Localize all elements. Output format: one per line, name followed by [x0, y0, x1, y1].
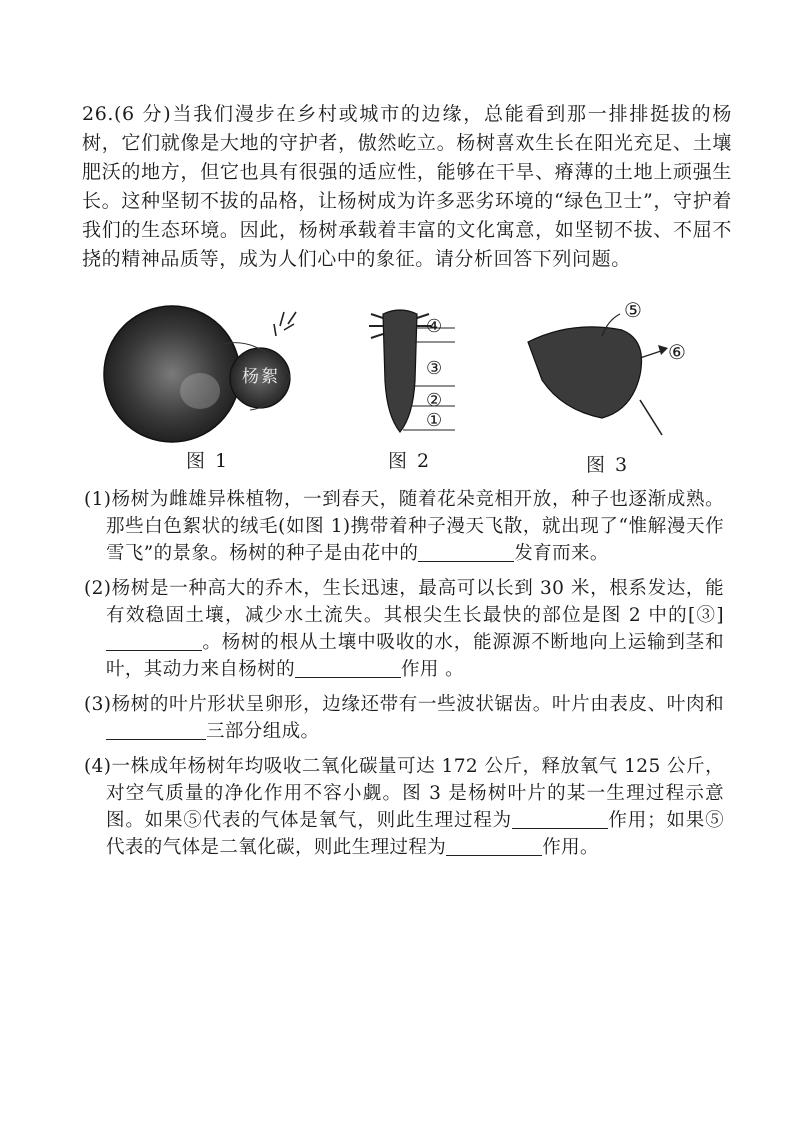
- q2-answer-blank-1[interactable]: [106, 630, 202, 651]
- figure-1-caption: 图 1: [186, 450, 230, 472]
- figure-2-label-2: ②: [426, 390, 443, 411]
- leaf-stalk: [640, 400, 662, 435]
- q1-text-b: 发育而来。: [514, 543, 609, 564]
- q2-text-a: (2)杨树是一种高大的乔木，生长迅速，最高可以长到 30 米，根系发达，能有效稳固土壤，减少水土流失。其根尖生长最快的部位是图 2 中的[③]: [84, 578, 724, 626]
- sub-question-2: [84, 575, 724, 683]
- sub-question-4: [84, 753, 724, 861]
- sub-question-1: [84, 486, 724, 567]
- fluff-fibers: [274, 312, 296, 336]
- question-intro: 当我们漫步在乡村或城市的边缘，总能看到那一排排挺拔的杨树，它们就像是大地的守护者，傲然屹立。杨树喜欢生长在阳光充足、土壤肥沃的地方，但它也具有很强的适应性，能够在干旱、瘠薄的土地上顽强生长。这种坚韧不拔的品格，让杨树成为许多恶劣环境的“绿色卫士”，守护着我们的生态环境。因此，杨树承载着丰富的文化寓意，如坚韧不拔、不屈不挠的精神品质等，成为人们心中的象征。请分析回答下列问题。: [82, 103, 732, 270]
- q2-text-b: 。杨树的根从土壤中吸收的水，能源源不断地向上运输到茎和叶，其动力来自杨树的: [106, 632, 724, 680]
- figure-1-label: 杨絮: [242, 367, 280, 387]
- question-score: (6 分): [114, 103, 172, 125]
- figure-3-label-5: ⑤: [624, 298, 642, 322]
- q1-text-a: (1)杨树为雌雄异株植物，一到春天，随着花朵竞相开放，种子也逐渐成熟。那些白色絮状的绒毛(如图 1)携带着种子漫天飞散，就出现了“惟解漫天作雪飞”的景象。杨树的种子是由花中的: [84, 489, 724, 564]
- q1-answer-blank[interactable]: [418, 541, 514, 562]
- figure-2-label-1: ①: [426, 410, 443, 431]
- figure-3-label-6: ⑥: [668, 340, 686, 364]
- sub-question-3: [84, 691, 724, 745]
- figure-2-caption: 图 2: [388, 450, 432, 472]
- sub-questions: [84, 486, 724, 869]
- q2-text-c: 作用 。: [401, 659, 464, 680]
- figures-row: [0, 296, 794, 486]
- figure-2-label-4: ④: [426, 316, 443, 337]
- q4-text-a: (4)一株成年杨树年均吸收二氧化碳量可达 172 公斤，释放氧气 125 公斤，对空气质量的净化作用不容小觑。图 3 是杨树叶片的某一生理过程示意图。如果⑤代表的气体是氧气，则此生理过程为: [84, 756, 724, 831]
- q3-answer-blank[interactable]: [106, 719, 206, 740]
- question-stem: [82, 100, 732, 274]
- figure-3-caption: 图 3: [586, 454, 630, 476]
- q4-text-b: 作用；如果⑤代表的气体是二氧化碳，则此生理过程为: [106, 810, 724, 858]
- q2-answer-blank-2[interactable]: [295, 657, 401, 678]
- question-number: 26.: [82, 103, 115, 125]
- figure-2-root-tip: [355, 306, 465, 441]
- q3-text-a: (3)杨树的叶片形状呈卵形，边缘还带有一些波状锯齿。叶片由表皮、叶肉和: [84, 694, 724, 715]
- q3-text-b: 三部分组成。: [206, 721, 320, 742]
- figure-2-label-3: ③: [426, 358, 443, 379]
- q4-answer-blank-2[interactable]: [446, 835, 542, 856]
- q4-answer-blank-1[interactable]: [512, 808, 608, 829]
- figure-3-leaf: [522, 300, 692, 445]
- q4-text-c: 作用。: [542, 837, 599, 858]
- figure-1-seed-fluff: [100, 296, 320, 446]
